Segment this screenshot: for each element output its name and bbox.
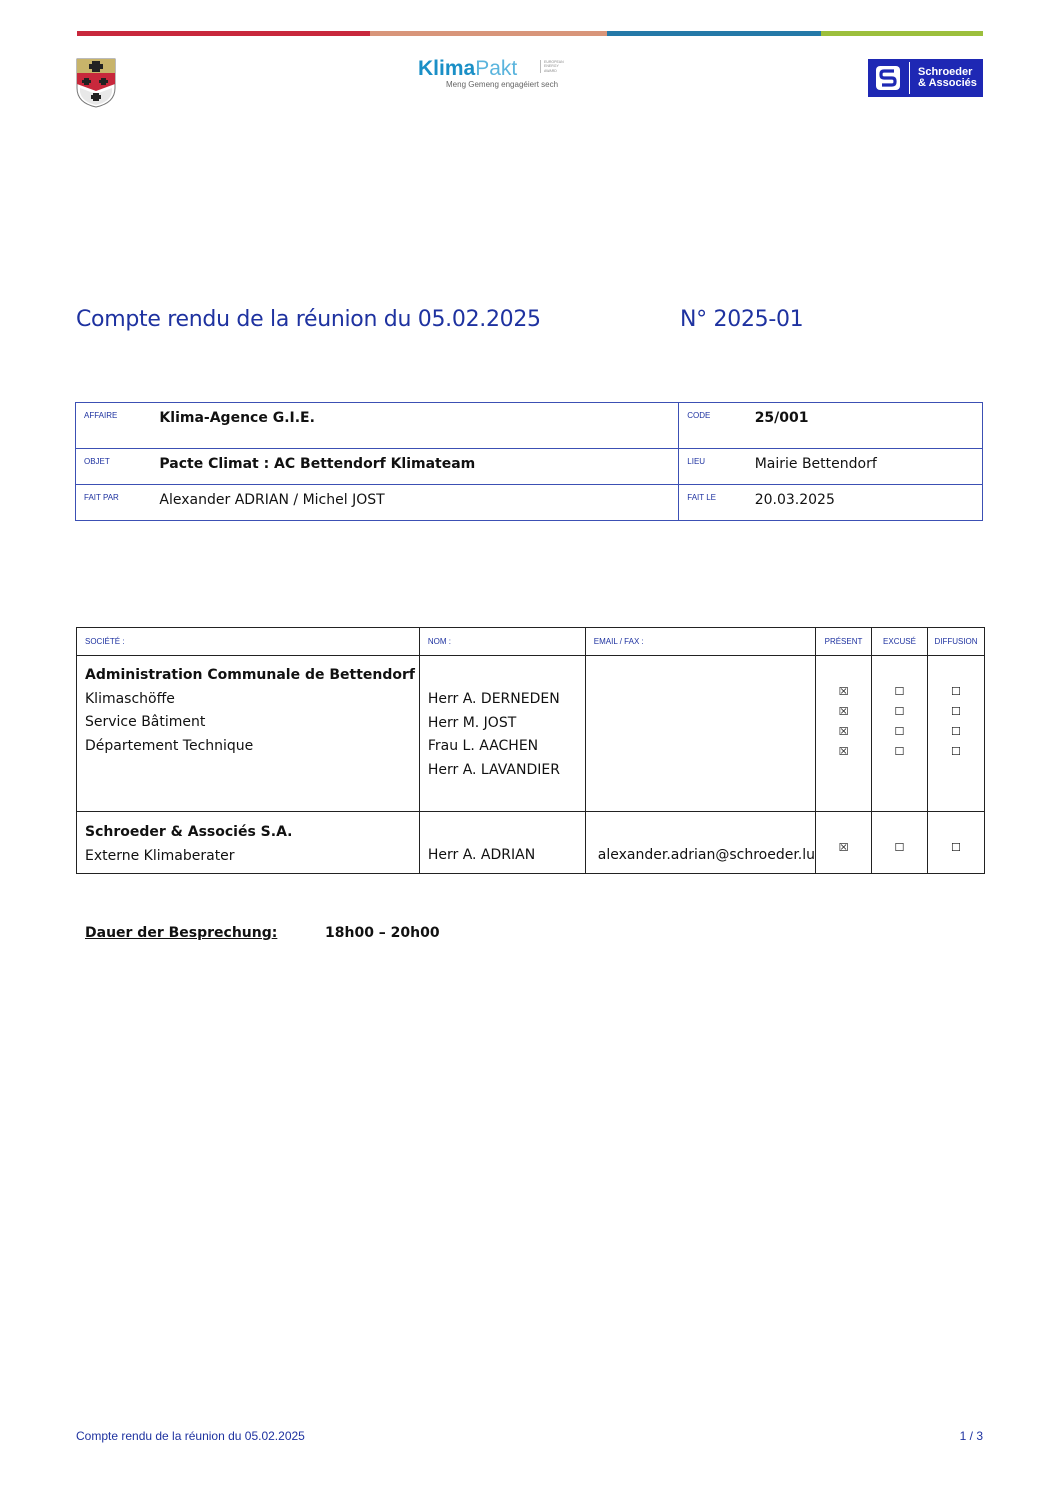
company-name: Schroeder & Associés S.A.: [85, 824, 293, 840]
diffusion-checkbox-icon[interactable]: ☐: [951, 705, 961, 718]
info-row-affaire: [76, 403, 983, 449]
diffusion-cell: [927, 812, 984, 874]
report-number: N° 2025-01: [680, 307, 804, 332]
coat-of-arms-icon: [76, 58, 116, 108]
duration-value: 18h00 – 20h00: [325, 925, 440, 941]
duration-label-wrap: [85, 925, 277, 941]
attendee-name: Herr A. LAVANDIER: [427, 761, 560, 778]
lieu-value: Mairie Bettendorf: [755, 449, 983, 485]
company-role: Externe Klimaberater: [85, 847, 235, 864]
page-title: Compte rendu de la réunion du 05.02.2025: [76, 307, 541, 332]
duration-label: Dauer der Besprechung: [85, 925, 272, 941]
col-header-excuse: EXCUSÉ: [872, 628, 928, 656]
top-color-bar: [77, 31, 983, 36]
excuse-cell: [872, 656, 928, 812]
color-bar-blue: [607, 31, 821, 36]
faitpar-value: Alexander ADRIAN / Michel JOST: [159, 485, 678, 521]
schroeder-logo-divider: [909, 62, 910, 94]
award-line: ENERGY: [544, 64, 559, 69]
attendee-name: Herr A. DERNEDEN: [427, 691, 560, 707]
color-bar-salmon: [370, 31, 607, 36]
email-cell: [585, 812, 815, 874]
company-cell: [77, 656, 420, 812]
excuse-checkbox-icon[interactable]: ☐: [894, 705, 905, 718]
present-checkbox-icon[interactable]: ☒: [838, 705, 849, 718]
names-cell: [419, 656, 585, 812]
col-header-diffusion: DIFFUSION: [927, 628, 984, 656]
present-checkbox-icon[interactable]: ☒: [838, 745, 849, 758]
schroeder-s-icon: [873, 63, 903, 93]
footer-title: Compte rendu de la réunion du 05.02.2025: [76, 1429, 305, 1443]
lieu-label: LIEU: [679, 449, 755, 485]
faitpar-label: FAIT PAR: [76, 485, 160, 521]
objet-label: OBJET: [76, 449, 160, 485]
present-checkbox-icon[interactable]: ☒: [838, 725, 849, 738]
col-header-nom: NOM :: [419, 628, 585, 656]
duration-colon: :: [271, 925, 278, 941]
schroeder-logo: [868, 59, 983, 97]
klimapakt-logo-word2: Pakt: [475, 57, 518, 80]
attendance-table: [76, 627, 985, 874]
company-role: Département Technique: [85, 737, 254, 754]
attendance-header-row: [77, 628, 985, 656]
company-role: Service Bâtiment: [85, 714, 206, 730]
schroeder-logo-line1: Schroeder: [918, 66, 973, 78]
klimapakt-logo: [418, 57, 568, 93]
col-header-present: PRÉSENT: [816, 628, 872, 656]
diffusion-cell: [927, 656, 984, 812]
info-row-faitpar: [76, 485, 983, 521]
present-checkbox-icon[interactable]: ☒: [838, 685, 849, 698]
affaire-value: Klima-Agence G.I.E.: [159, 403, 678, 449]
diffusion-checkbox-icon[interactable]: ☐: [951, 841, 961, 854]
info-row-objet: [76, 449, 983, 485]
company-role: Klimaschöffe: [85, 690, 175, 707]
col-header-email: EMAIL / FAX :: [585, 628, 815, 656]
col-header-societe: SOCIÉTÉ :: [77, 628, 420, 656]
present-cell: [816, 656, 872, 812]
company-cell: [77, 812, 420, 874]
email-cell: [585, 656, 815, 812]
excuse-cell: [872, 812, 928, 874]
attendee-name: Herr A. ADRIAN: [427, 847, 536, 863]
schroeder-logo-line2: & Associés: [918, 77, 977, 89]
objet-value: Pacte Climat : AC Bettendorf Klimateam: [159, 449, 678, 485]
diffusion-checkbox-icon[interactable]: ☐: [951, 725, 961, 738]
project-info-table: [75, 402, 983, 521]
footer-page-number: 1 / 3: [959, 1429, 983, 1443]
diffusion-checkbox-icon[interactable]: ☐: [951, 745, 961, 758]
klimapakt-award-tag: [540, 60, 564, 73]
award-line: EUROPEAN: [544, 60, 564, 64]
color-bar-red: [77, 31, 370, 36]
klimapakt-tagline: Meng Gemeng engagéiert sech: [446, 80, 559, 89]
code-label: CODE: [679, 403, 755, 449]
names-cell: [419, 812, 585, 874]
affaire-label: AFFAIRE: [76, 403, 160, 449]
code-value: 25/001: [755, 403, 983, 449]
award-line: AWARD: [544, 68, 557, 73]
excuse-checkbox-icon[interactable]: ☐: [894, 745, 905, 758]
attendee-name: Frau L. AACHEN: [427, 738, 539, 754]
faitle-value: 20.03.2025: [755, 485, 983, 521]
faitle-label: FAIT LE: [679, 485, 755, 521]
present-checkbox-icon[interactable]: ☒: [838, 841, 849, 854]
schroeder-logo-text: [918, 67, 977, 89]
company-name: Administration Communale de Bettendorf: [85, 667, 415, 683]
present-cell: [816, 812, 872, 874]
attendance-group-schroeder: [77, 812, 985, 874]
attendance-group-commune: [77, 656, 985, 812]
attendee-email[interactable]: alexander.adrian@schroeder.lu: [597, 847, 816, 863]
klimapakt-logo-word1: Klima: [418, 57, 476, 80]
excuse-checkbox-icon[interactable]: ☐: [894, 725, 905, 738]
excuse-checkbox-icon[interactable]: ☐: [894, 685, 905, 698]
diffusion-checkbox-icon[interactable]: ☐: [951, 685, 961, 698]
excuse-checkbox-icon[interactable]: ☐: [894, 841, 905, 854]
color-bar-green: [821, 31, 983, 36]
attendee-name: Herr M. JOST: [427, 714, 517, 731]
